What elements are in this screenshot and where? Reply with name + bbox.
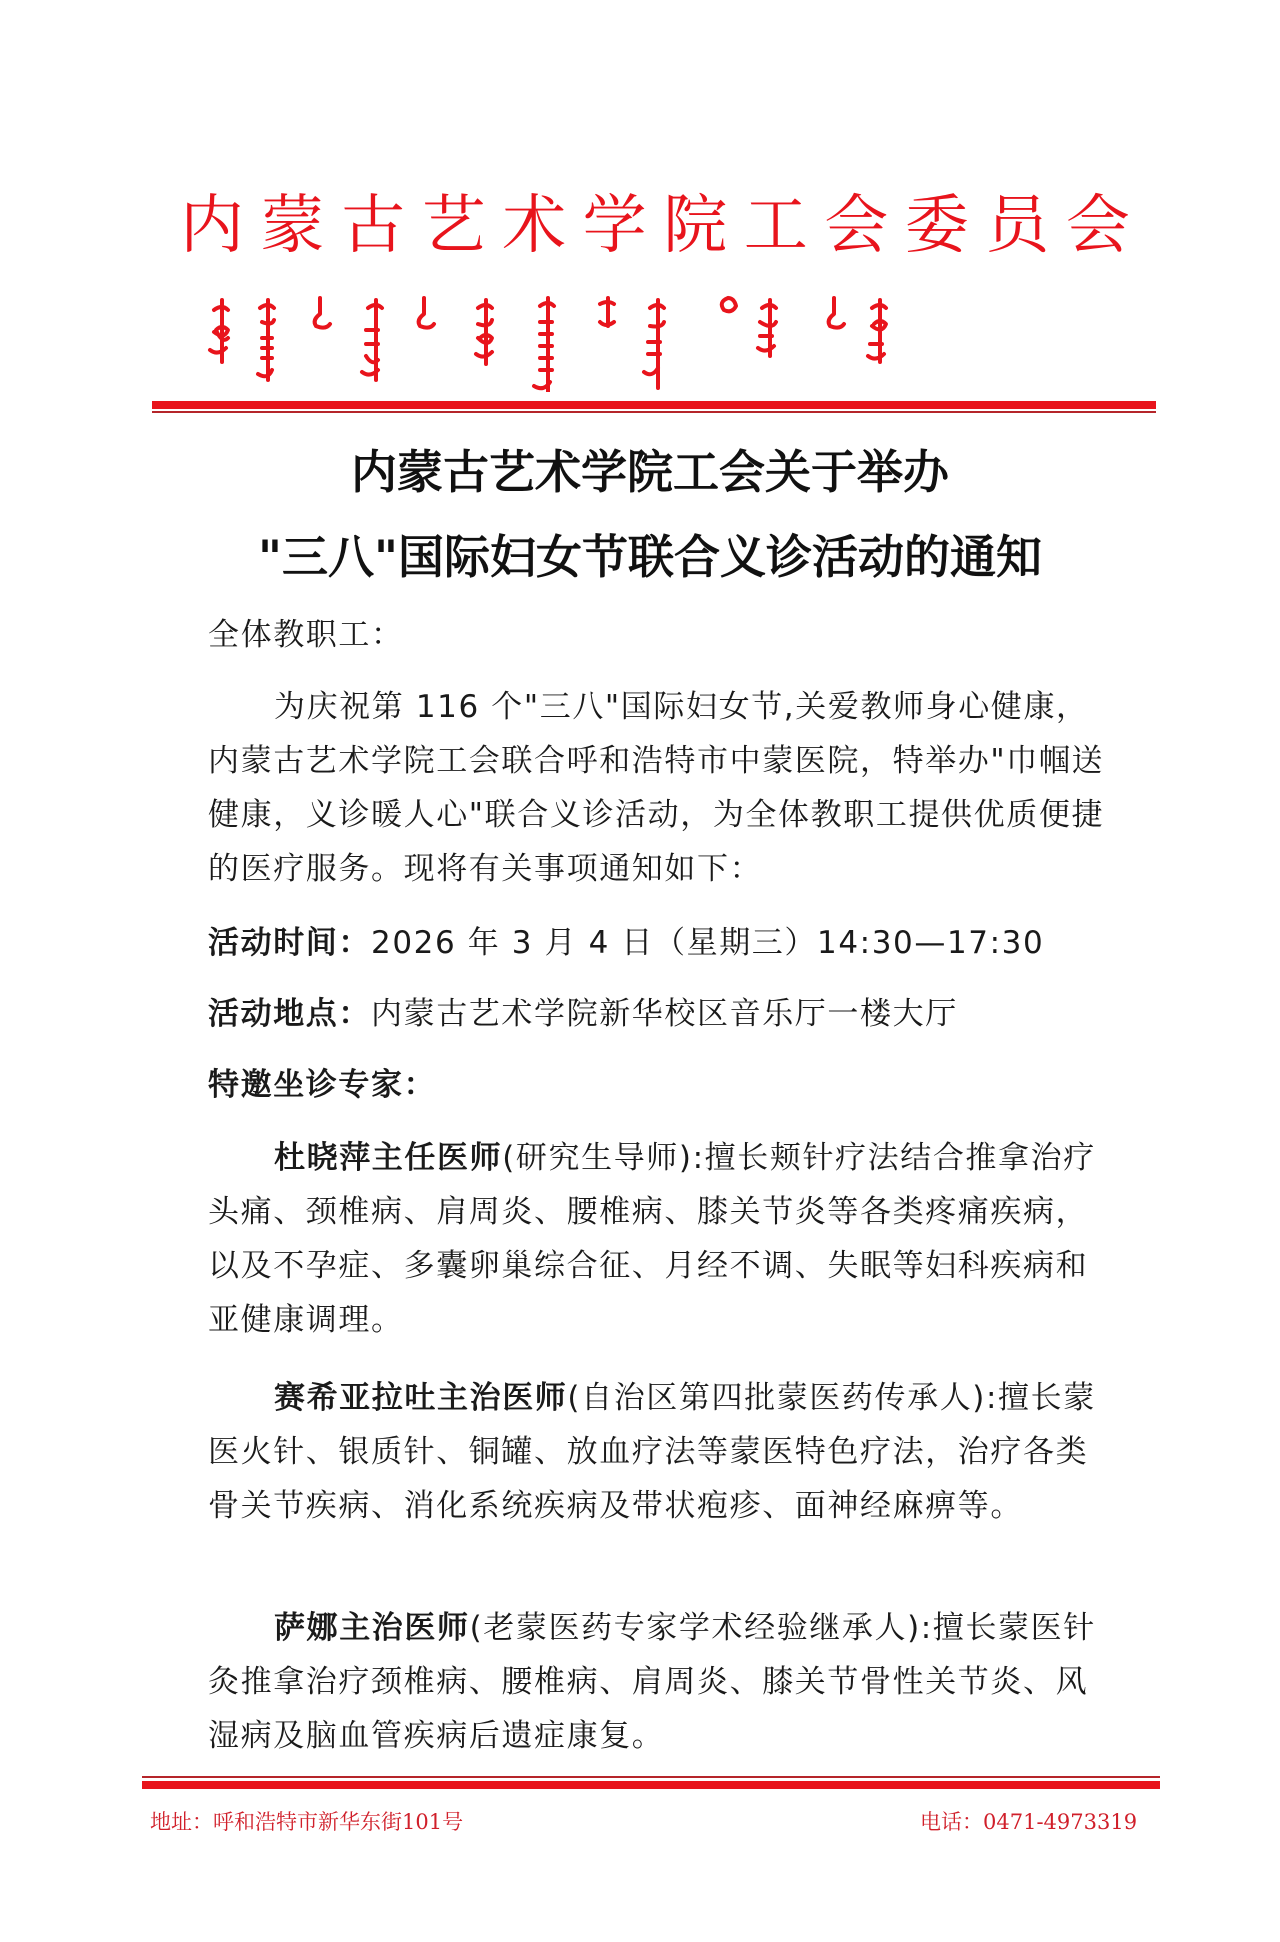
notice-title-line-1: 内蒙古艺术学院工会关于举办	[351, 445, 949, 499]
expert-description: :擅长蒙医针灸推拿治疗颈椎病、腰椎病、肩周炎、膝关节骨性关节炎、风湿病及脑血管疾病后遗症康复。	[208, 1610, 1096, 1754]
experts-label: 特邀坐诊专家：	[208, 1067, 437, 1103]
org-char: 内	[180, 189, 244, 263]
org-char: 古	[341, 189, 406, 263]
expert-name: 杜晓萍主任医师	[274, 1140, 503, 1176]
divider-thin-line	[142, 1776, 1160, 1778]
divider-thin-line	[152, 411, 1156, 413]
org-char: 委	[904, 189, 969, 263]
expert-description: :擅长蒙医火针、银质针、铜罐、放血疗法等蒙医特色疗法，治疗各类骨关节疾病、消化系统疾病及带状疱疹、面神经麻痹等。	[208, 1380, 1096, 1524]
divider-thick-line	[152, 401, 1156, 409]
expert-title: (自治区第四批蒙医药传承人)	[567, 1380, 986, 1416]
footer-phone: 电话：0471-4973319	[920, 1810, 1138, 1834]
org-char: 院	[663, 189, 728, 263]
org-char: 学	[582, 189, 647, 263]
mongolian-script-org-name	[180, 292, 1130, 392]
letterhead-org-name	[180, 188, 1130, 264]
divider-thick-line	[142, 1781, 1160, 1789]
event-place-label: 活动地点：	[208, 996, 371, 1032]
org-char: 员	[985, 189, 1050, 263]
org-char: 会	[1065, 189, 1130, 263]
experts-heading	[208, 1058, 1108, 1112]
event-time	[208, 916, 1108, 970]
event-place-value: 内蒙古艺术学院新华校区音乐厅一楼大厅	[371, 996, 958, 1032]
expert-name: 萨娜主治医师	[274, 1610, 470, 1646]
org-char: 蒙	[260, 189, 325, 263]
org-char: 会	[824, 189, 889, 263]
notice-title-line-2: "三八"国际妇女节联合义诊活动的通知	[258, 530, 1042, 584]
expert-name: 赛希亚拉吐主治医师	[274, 1380, 568, 1416]
org-char: 艺	[421, 189, 486, 263]
mongolian-script-icon	[180, 292, 1130, 392]
intro-paragraph: 为庆祝第 116 个"三八"国际妇女节,关爱教师身心健康，内蒙古艺术学院工会联合呼和浩特市中蒙医院，特举办"巾帼送健康，义诊暖人心"联合义诊活动，为全体教职工提供优质便捷的医疗服务。现将有关事项通知如下：	[208, 689, 1105, 887]
event-time-label: 活动时间：	[208, 925, 371, 961]
event-time-value: 2026 年 3 月 4 日（星期三）14:30—17:30	[371, 925, 1045, 961]
salutation: 全体教职工：	[208, 617, 404, 653]
expert-item	[208, 1371, 1108, 1533]
org-char: 术	[502, 189, 567, 263]
footer-address: 地址：呼和浩特市新华东街101号	[150, 1810, 464, 1834]
expert-title: (老蒙医药专家学术经验继承人)	[469, 1610, 921, 1646]
expert-item	[208, 1131, 1108, 1347]
event-place	[208, 987, 1108, 1041]
org-char: 工	[743, 189, 808, 263]
expert-title: (研究生导师)	[502, 1140, 693, 1176]
expert-description: :擅长颊针疗法结合推拿治疗头痛、颈椎病、肩周炎、腰椎病、膝关节炎等各类疼痛疾病，以及不孕症、多囊卵巢综合征、月经不调、失眠等妇科疾病和亚健康调理。	[208, 1140, 1096, 1338]
expert-item	[208, 1601, 1108, 1763]
